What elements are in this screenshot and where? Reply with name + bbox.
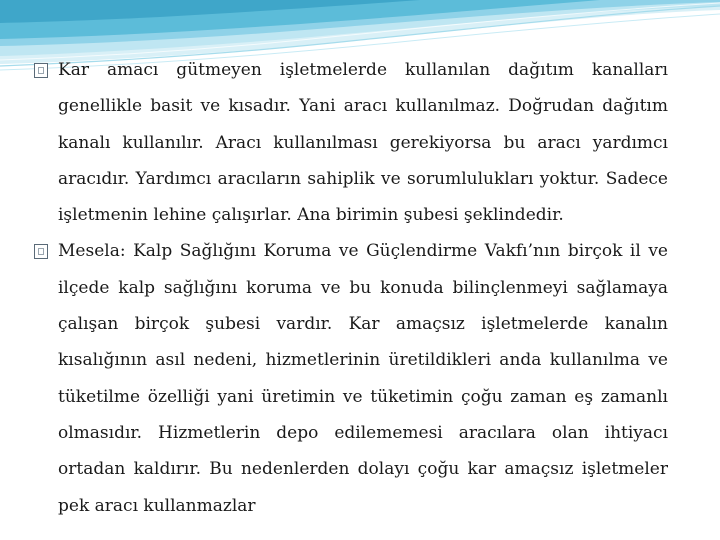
bullet-text-2: Mesela: Kalp Sağlığını Koruma ve Güçlendirme Vakfı’nın birçok il ve ilçede kalp sağlığını koruma ve bu konuda bilinçlenmeyi sağlamaya çalışan birçok şubesi vardır. Kar amaçsız işletmelerde kanalın kısalığının asıl nedeni, hizmetlerinin üretildikleri anda kullanılma ve tüketilme özelliği yani üretimin ve tüketimin çoğu zaman eş zamanlı olmasıdır. Hizmetlerin depo edilememesi aracılara olan ihtiyacı ortadan kaldırır. Bu nedenlerden dolayı çoğu kar amaçsız işletmeler pek aracı kullanmazlar bbox=[58, 241, 668, 516]
bullet-icon bbox=[34, 63, 48, 78]
bullet-icon bbox=[34, 244, 48, 259]
bullet-paragraph-2 bbox=[34, 233, 668, 523]
bullet-paragraph-1 bbox=[34, 52, 668, 233]
content-area bbox=[34, 52, 668, 524]
bullet-text-1: Kar amacı gütmeyen işletmelerde kullanılan dağıtım kanalları genellikle basit ve kısadır. Yani aracı kullanılmaz. Doğrudan dağıtım kanalı kullanılır. Aracı kullanılması gerekiyorsa bu aracı yardımcı aracıdır. Yardımcı aracıların sahiplik ve sorumlulukları yoktur. Sadece işletmenin lehine çalışırlar. Ana birimin şubesi şeklindedir. bbox=[58, 60, 668, 226]
